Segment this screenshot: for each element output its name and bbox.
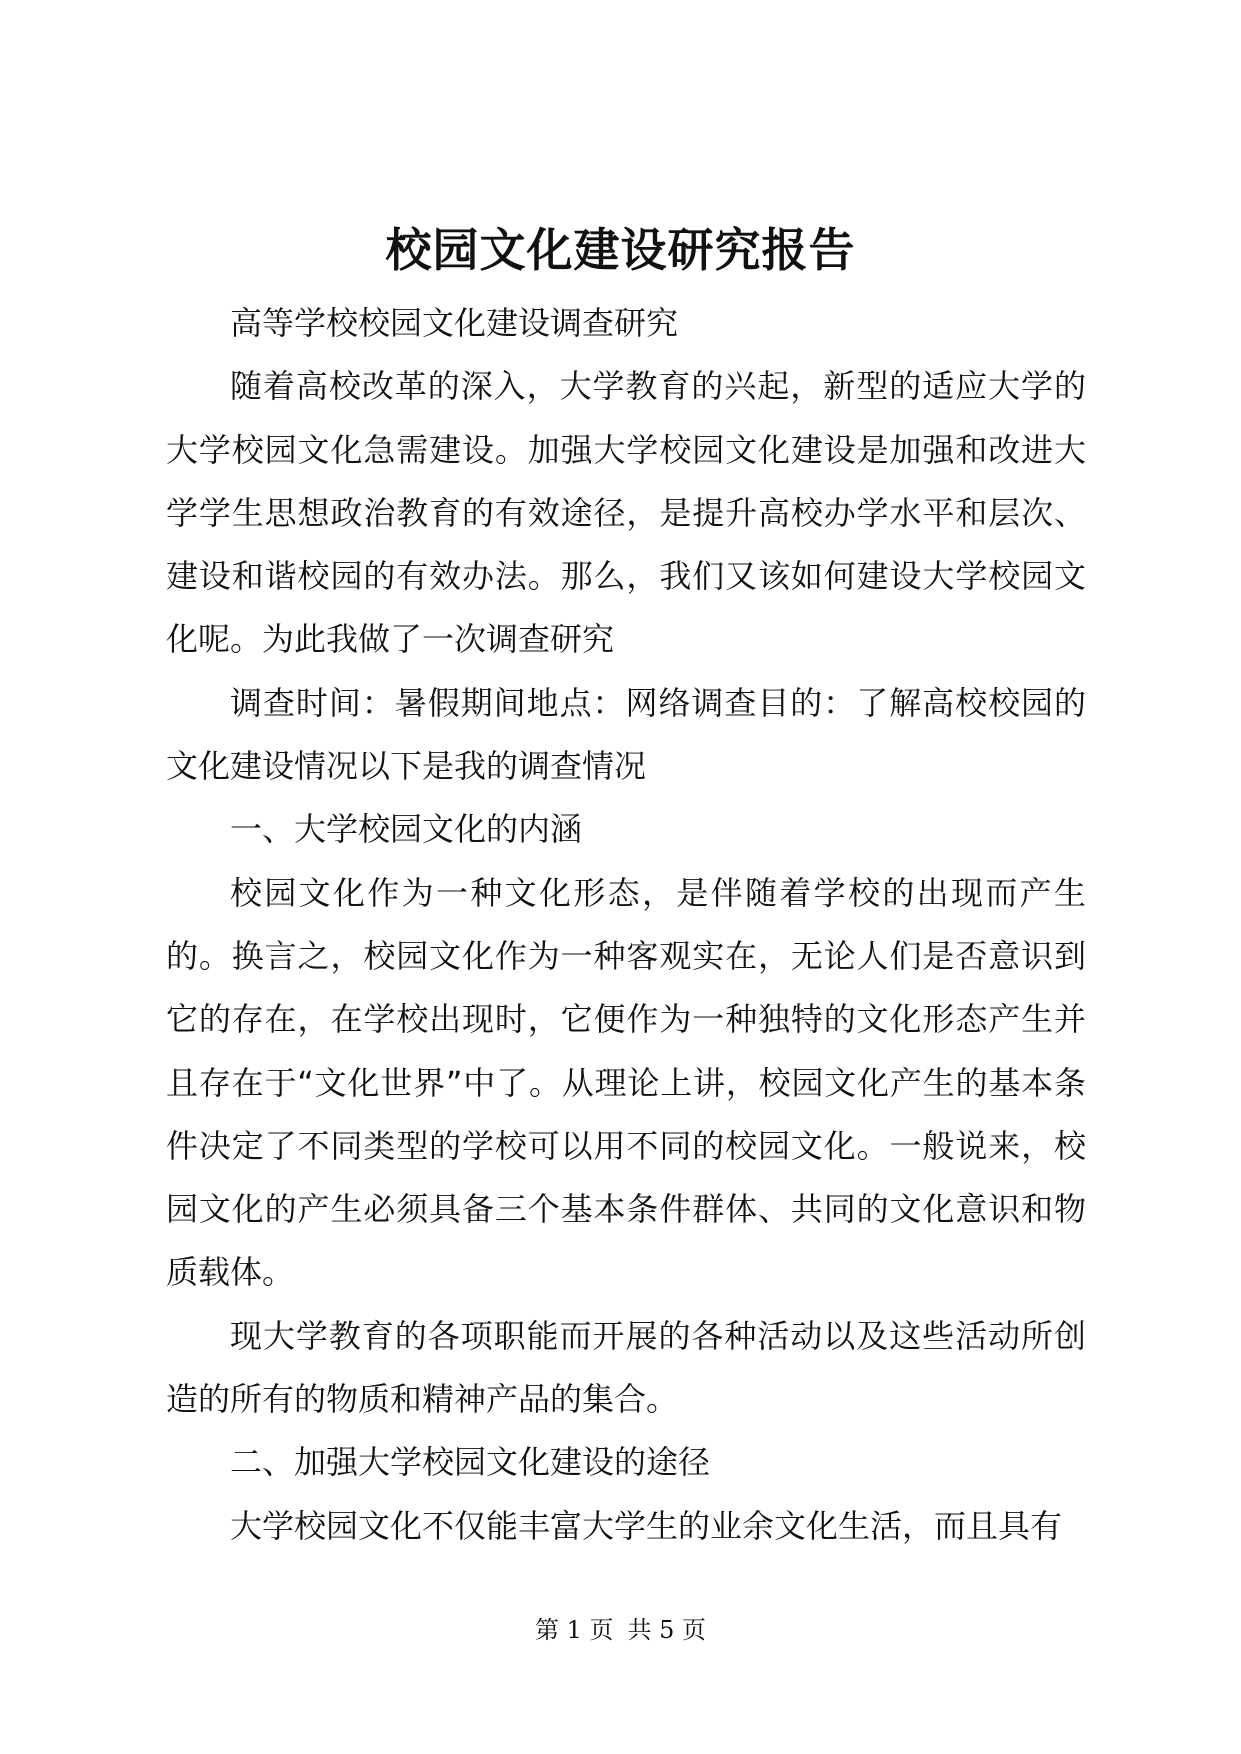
section-heading-2: 二、加强大学校园文化建设的途径 [230, 1443, 711, 1482]
paragraph-subtitle: 高等学校校园文化建设调查研究 [230, 304, 679, 342]
paragraph-definition: 现大学教育的各项职能而开展的各种活动以及这些活动所创造的所有的物质和精神产品的集合。 [166, 1316, 1086, 1419]
page-number: 第 1 页 [534, 1616, 614, 1644]
paragraph-intro: 随着高校改革的深入，大学教育的兴起，新型的适应大学的大学校园文化急需建设。加强大学校园文化建设是加强和改进大学学生思想政治教育的有效途径，是提升高校办学水平和层次、建设和谐校园的有效办法。那么，我们又该如何建设大学校园文化呢。为此我做了一次调查研究 [166, 367, 1086, 659]
page-total: 共 5 页 [627, 1616, 707, 1644]
section-heading-1: 一、大学校园文化的内涵 [230, 810, 583, 849]
document-title: 校园文化建设研究报告 [385, 223, 856, 277]
paragraph-approaches: 大学校园文化不仅能丰富大学生的业余文化生活，而且具有 [230, 1506, 1063, 1545]
paragraph-connotation: 校园文化作为一种文化形态，是伴随着学校的出现而产生的。换言之，校园文化作为一种客观实在，无论人们是否意识到它的存在，在学校出现时，它便作为一种独特的文化形态产生并且存在于“文化世界”中了。从理论上讲，校园文化产生的基本条件决定了不同类型的学校可以用不同的校园文化。一般说来，校园文化的产生必须具备三个基本条件群体、共同的文化意识和物质载体。 [166, 873, 1086, 1292]
paragraph-survey-info: 调查时间：暑假期间地点：网络调查目的：了解高校校园的文化建设情况以下是我的调查情况 [166, 683, 1086, 786]
page-footer [0, 1614, 1241, 1646]
document-body [166, 292, 1086, 1558]
